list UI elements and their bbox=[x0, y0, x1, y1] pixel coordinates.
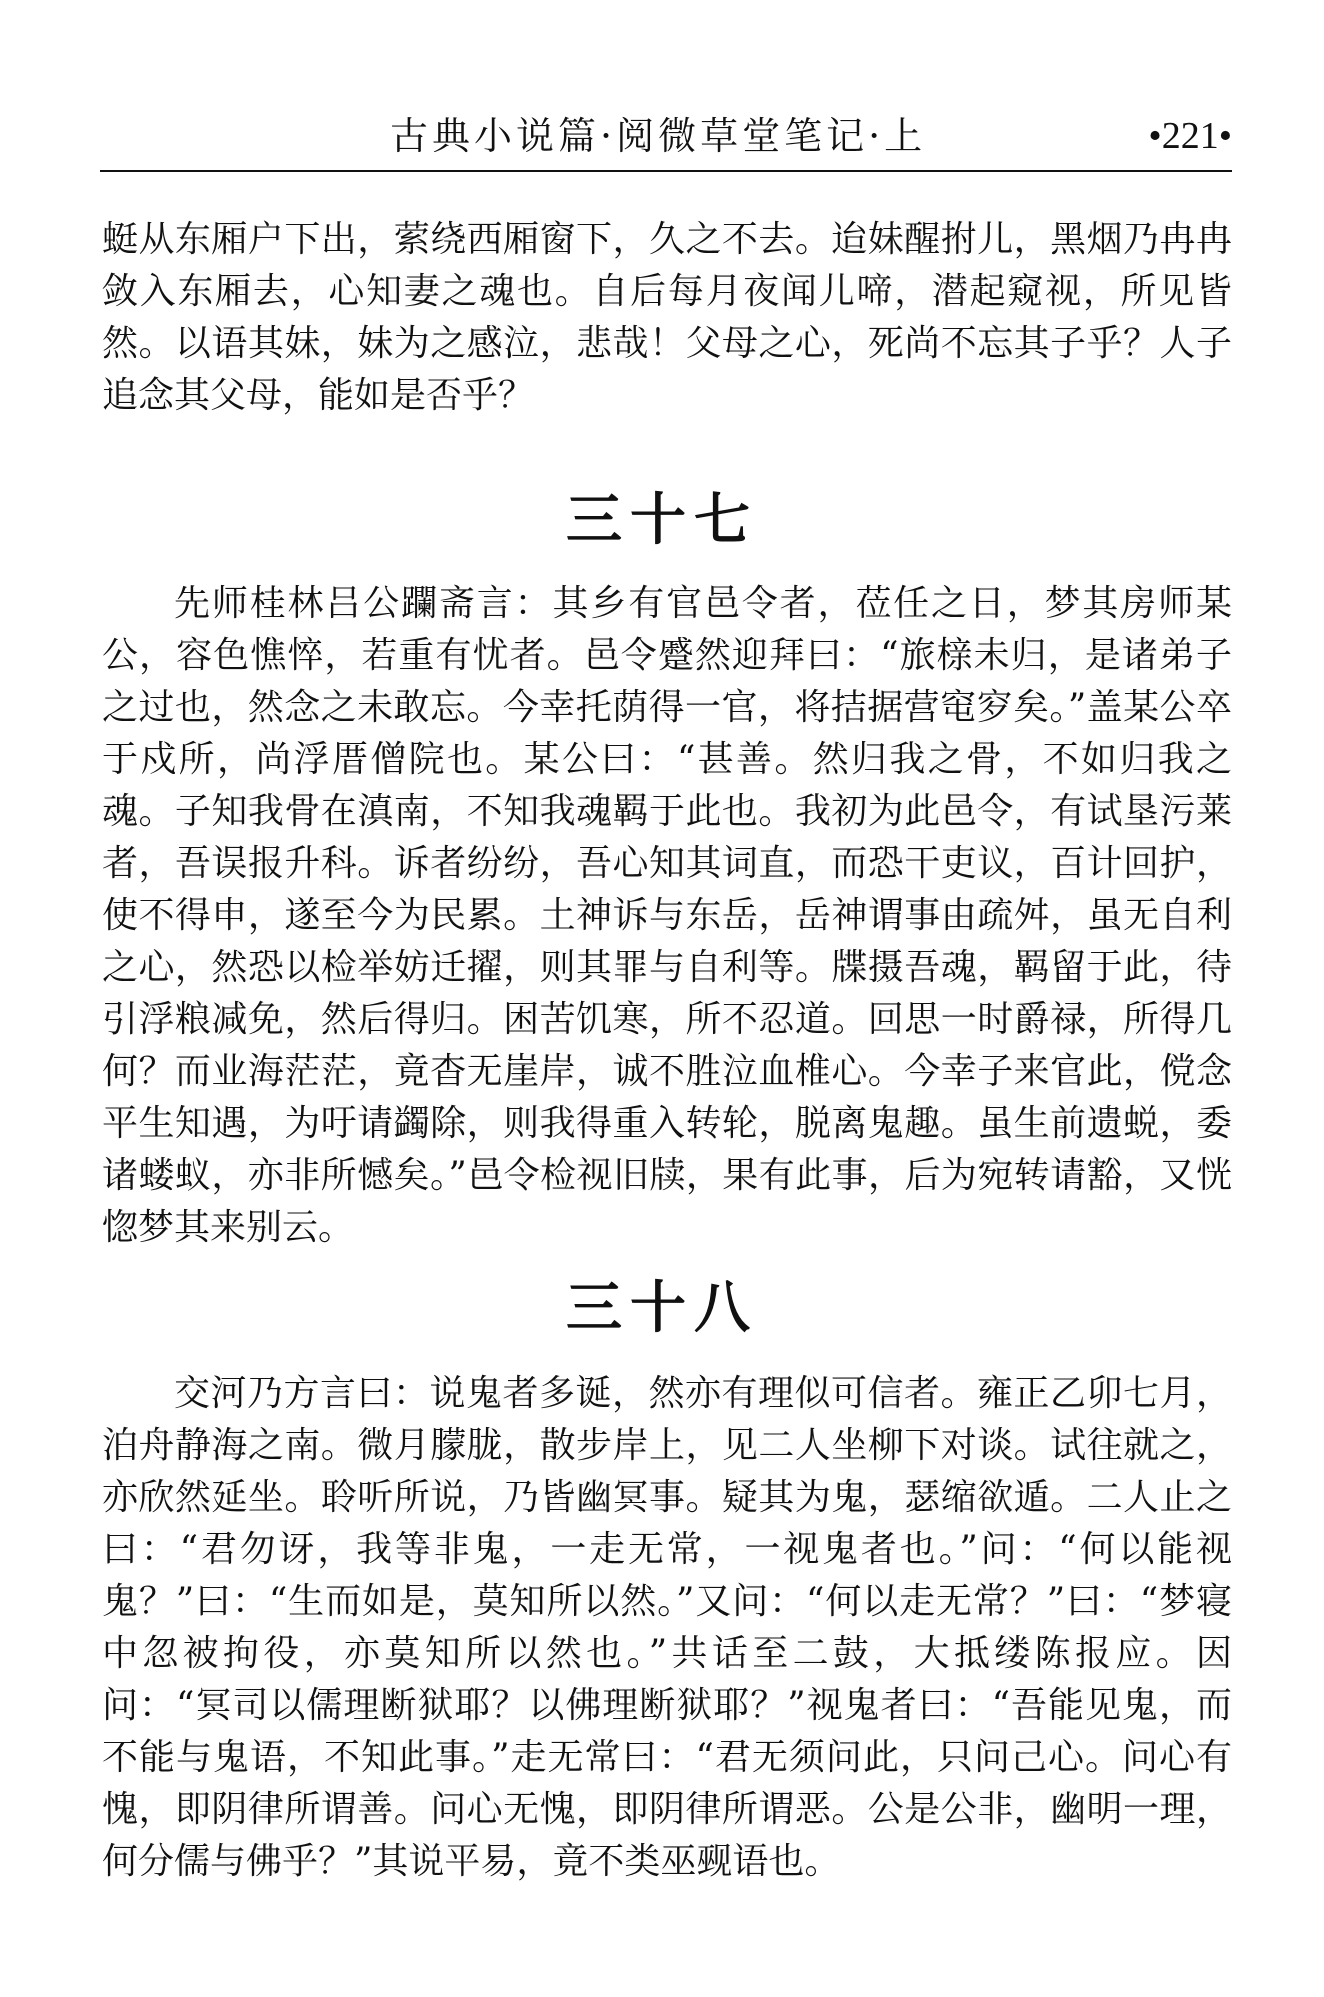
section-heading-37: 三十七 bbox=[566, 488, 758, 553]
running-header bbox=[100, 108, 1232, 164]
header-divider bbox=[100, 170, 1232, 172]
running-header-title: 古典小说篇·阅微草堂笔记·上 bbox=[390, 114, 927, 158]
section-37-paragraph: 先师桂林吕公躝斋言：其乡有官邑令者，莅任之日，梦其房师某公，容色憔悴，若重有忧者。邑令蹙然迎拜曰：“旅榇未归，是诸弟子之过也，然念之未敢忘。今幸托荫得一官，将拮据营窀穸矣。”盖某公卒于戍所，尚浮厝僧院也。某公曰：“甚善。然归我之骨，不如归我之魂。子知我骨在滇南，不知我魂羁于此也。我初为此邑令，有试垦污莱者，吾误报升科。诉者纷纷，吾心知其词直，而恐干吏议，百计回护，使不得申，遂至今为民累。土神诉与东岳，岳神谓事由疏舛，虽无自利之心，然恐以检举妨迁擢，则其罪与自利等。牒摄吾魂，羁留于此，待引浮粮减免，然后得归。困苦饥寒，所不忍道。回思一时爵禄，所得几何？而业海茫茫，竟杳无崖岸，诚不胜泣血椎心。今幸子来官此，傥念平生知遇，为吁请蠲除，则我得重入转轮，脱离鬼趣。虽生前遗蜕，委诸蝼蚁，亦非所憾矣。”邑令检视旧牍，果有此事，后为宛转请豁，又恍惚梦其来别云。 bbox=[102, 583, 1232, 1248]
continued-paragraph: 蜓从东厢户下出，萦绕西厢窗下，久之不去。迨妹醒拊儿，黑烟乃冉冉敛入东厢去，心知妻之魂也。自后每月夜闻儿啼，潜起窥视，所见皆然。以语其妹，妹为之感泣，悲哉！父母之心，死尚不忘其子乎？人子追念其父母，能如是否乎？ bbox=[102, 219, 1232, 416]
section-38-paragraph: 交河乃方言曰：说鬼者多诞，然亦有理似可信者。雍正乙卯七月，泊舟静海之南。微月朦胧，散步岸上，见二人坐柳下对谈。试往就之，亦欣然延坐。聆听所说，乃皆幽冥事。疑其为鬼，瑟缩欲遁。二人止之曰：“君勿讶，我等非鬼，一走无常，一视鬼者也。”问：“何以能视鬼？”曰：“生而如是，莫知所以然。”又问：“何以走无常？”曰：“梦寝中忽被拘役，亦莫知所以然也。”共话至二鼓，大抵缕陈报应。因问：“冥司以儒理断狱耶？以佛理断狱耶？”视鬼者曰：“吾能见鬼，而不能与鬼语，不知此事。”走无常曰：“君无须问此，只问己心。问心有愧，即阴律所谓善。问心无愧，即阴律所谓恶。公是公非，幽明一理，何分儒与佛乎？”其说平易，竟不类巫觋语也。 bbox=[102, 1373, 1232, 1882]
section-heading-38: 三十八 bbox=[566, 1276, 758, 1341]
page-number: •221• bbox=[1148, 115, 1232, 157]
